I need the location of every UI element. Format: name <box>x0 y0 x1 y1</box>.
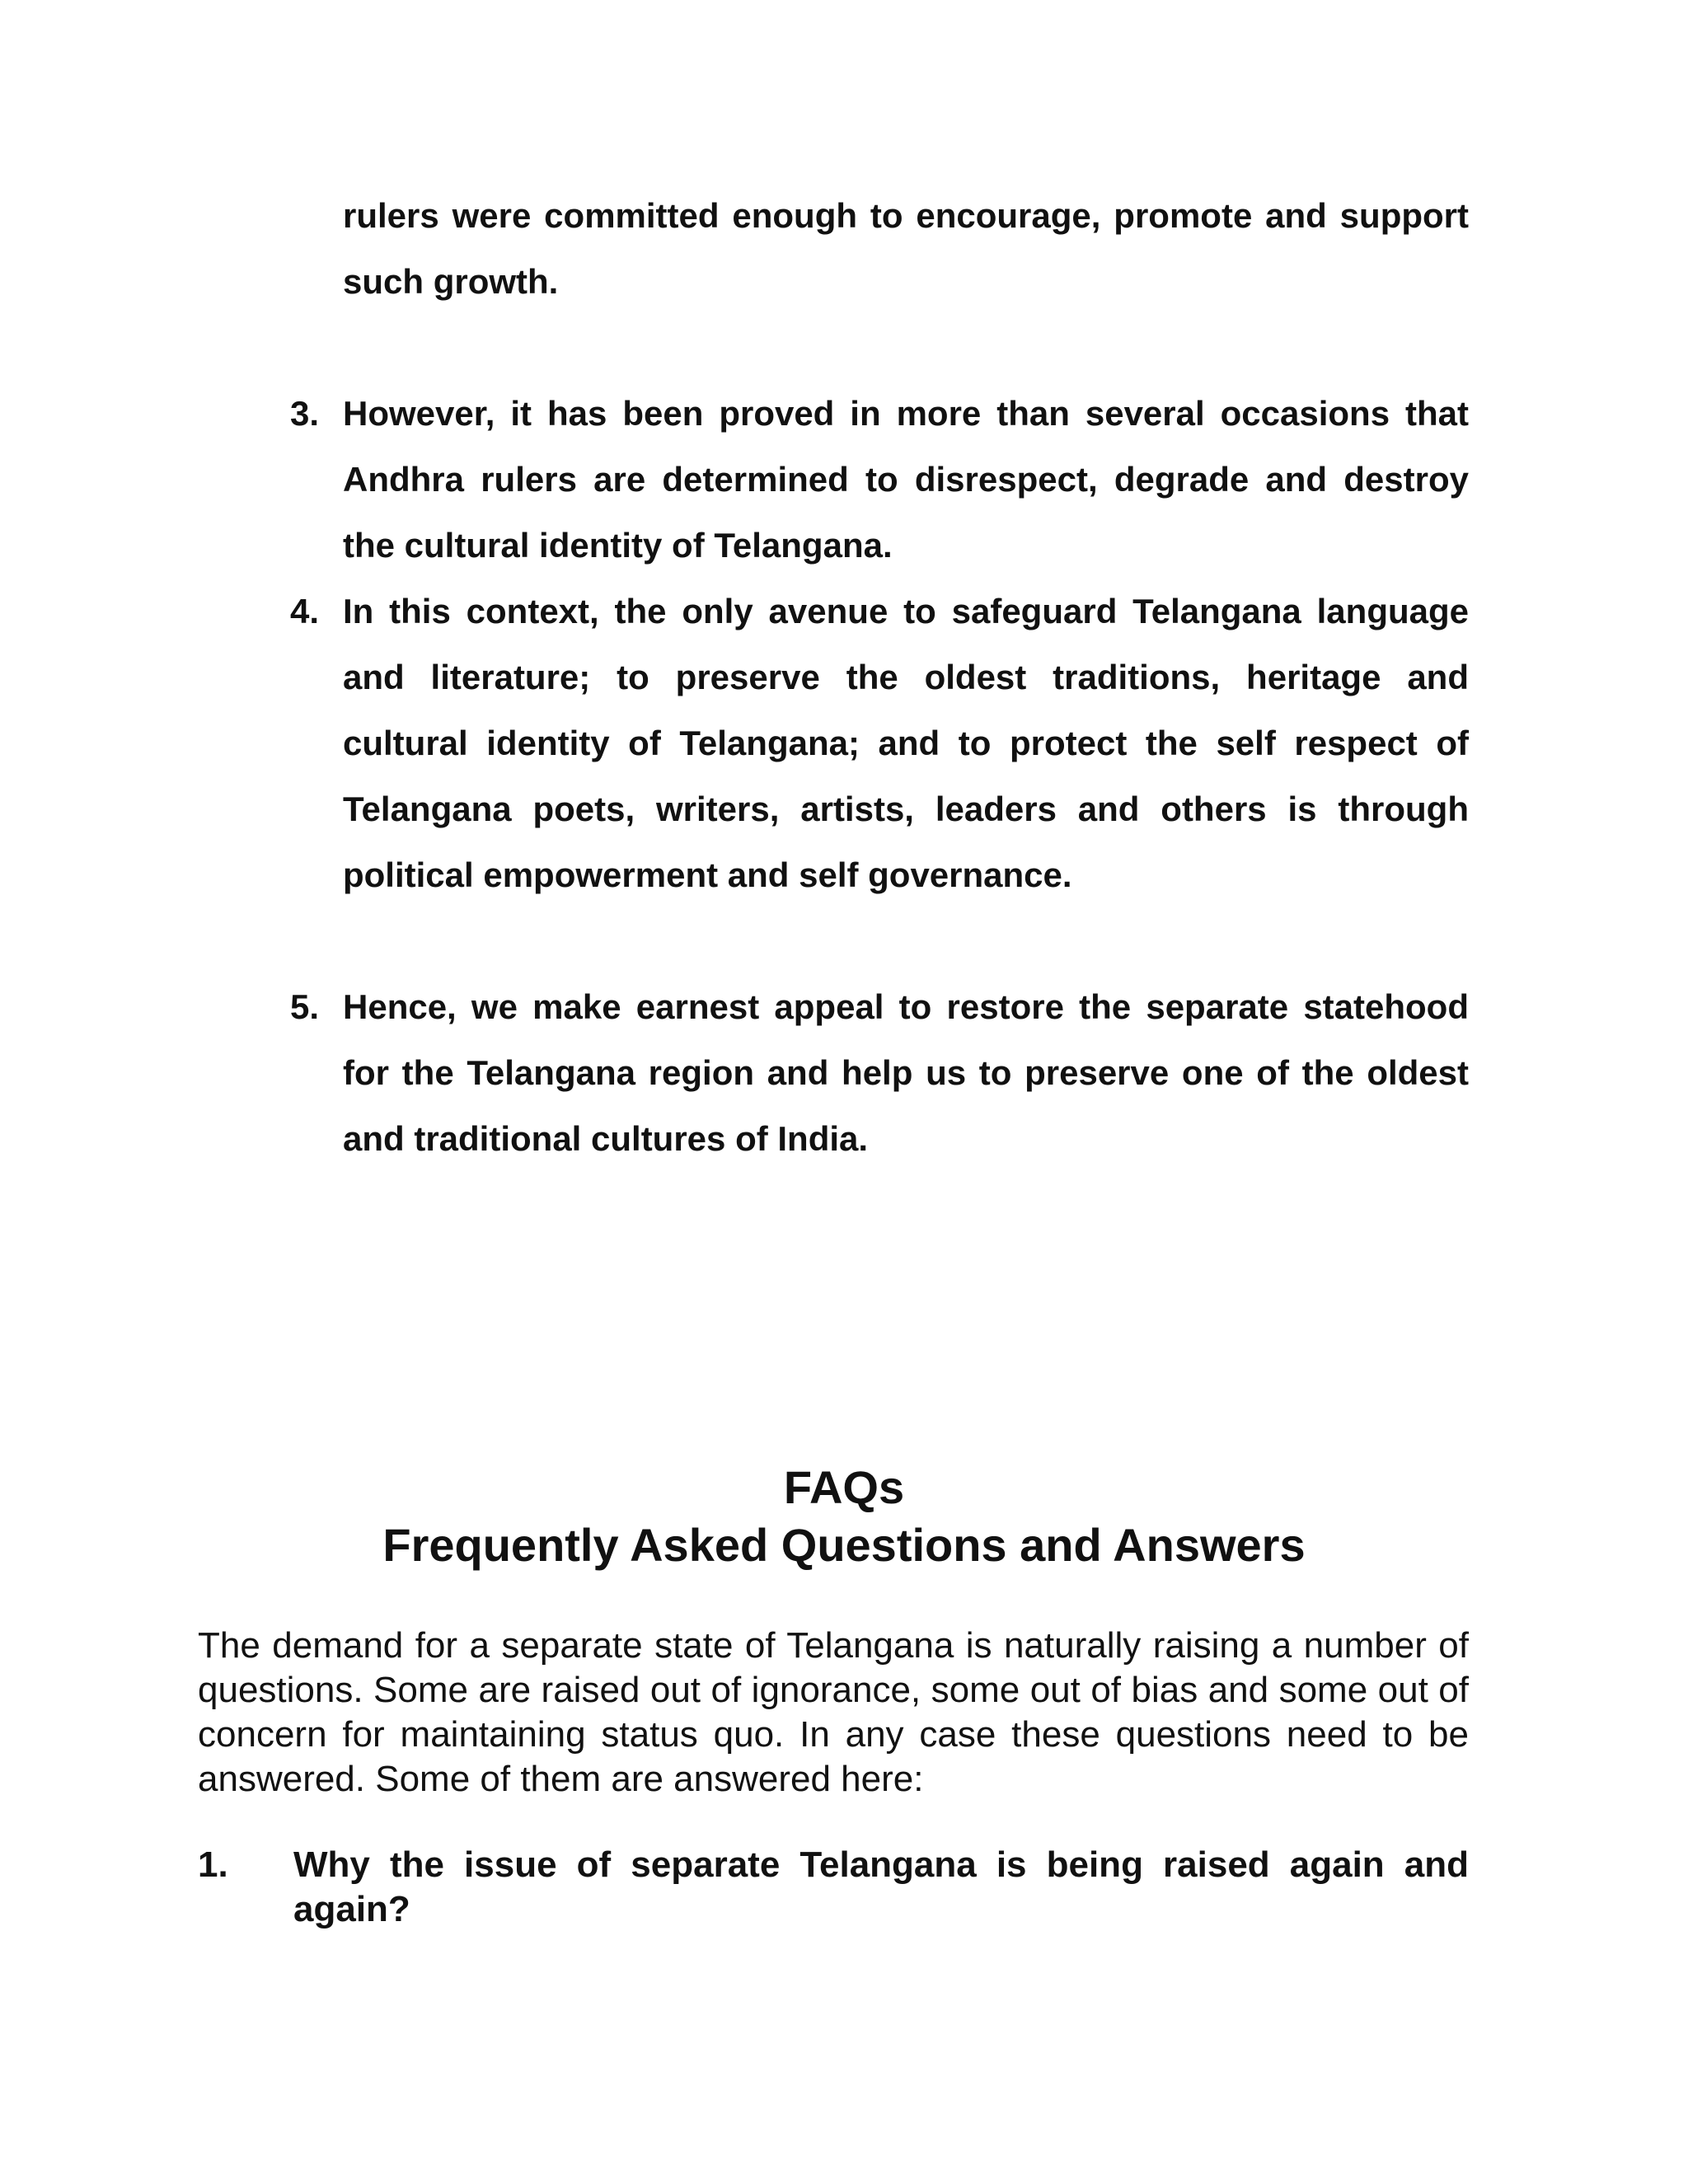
faq-question-number: 1. <box>198 1844 228 1885</box>
faq-question-text: Why the issue of separate Telangana is being raised again and again? <box>293 1844 1469 1929</box>
list-item-5 <box>290 974 1469 1172</box>
list-item-number: 4. <box>290 592 320 630</box>
list-item-4 <box>290 579 1469 908</box>
list-item-text: Hence, we make earnest appeal to restore the separate statehood for the Telangana region and help us to preserve one of the oldest and traditional cultures of India. <box>343 987 1469 1158</box>
list-item-number: 3. <box>290 394 320 433</box>
faq-intro-paragraph: The demand for a separate state of Telangana is naturally raising a number of questions. Some are raised out of ignorance, some out of bias and some out of concern for maintaining status quo. In any case these questions need to be answered. Some of them are answered here: <box>198 1625 1469 1799</box>
faq-subheading: Frequently Asked Questions and Answers <box>382 1519 1306 1571</box>
continuation-paragraph: rulers were committed enough to encourage, promote and support such growth. <box>343 196 1469 301</box>
list-item-3 <box>290 381 1469 579</box>
faq-question-1 <box>198 1843 1469 1932</box>
faq-heading: FAQs <box>783 1461 905 1513</box>
list-item-text: In this context, the only avenue to safeguard Telangana language and literature; to preserve the oldest traditions, heritage and cultural identity of Telangana; and to protect the self respect of Telangana poets, writers, artists, leaders and others is through political empowerment and self governance. <box>343 592 1469 894</box>
list-item-number: 5. <box>290 987 320 1026</box>
list-item-text: However, it has been proved in more than several occasions that Andhra rulers are determined to disrespect, degrade and destroy the cultural identity of Telangana. <box>343 394 1469 565</box>
